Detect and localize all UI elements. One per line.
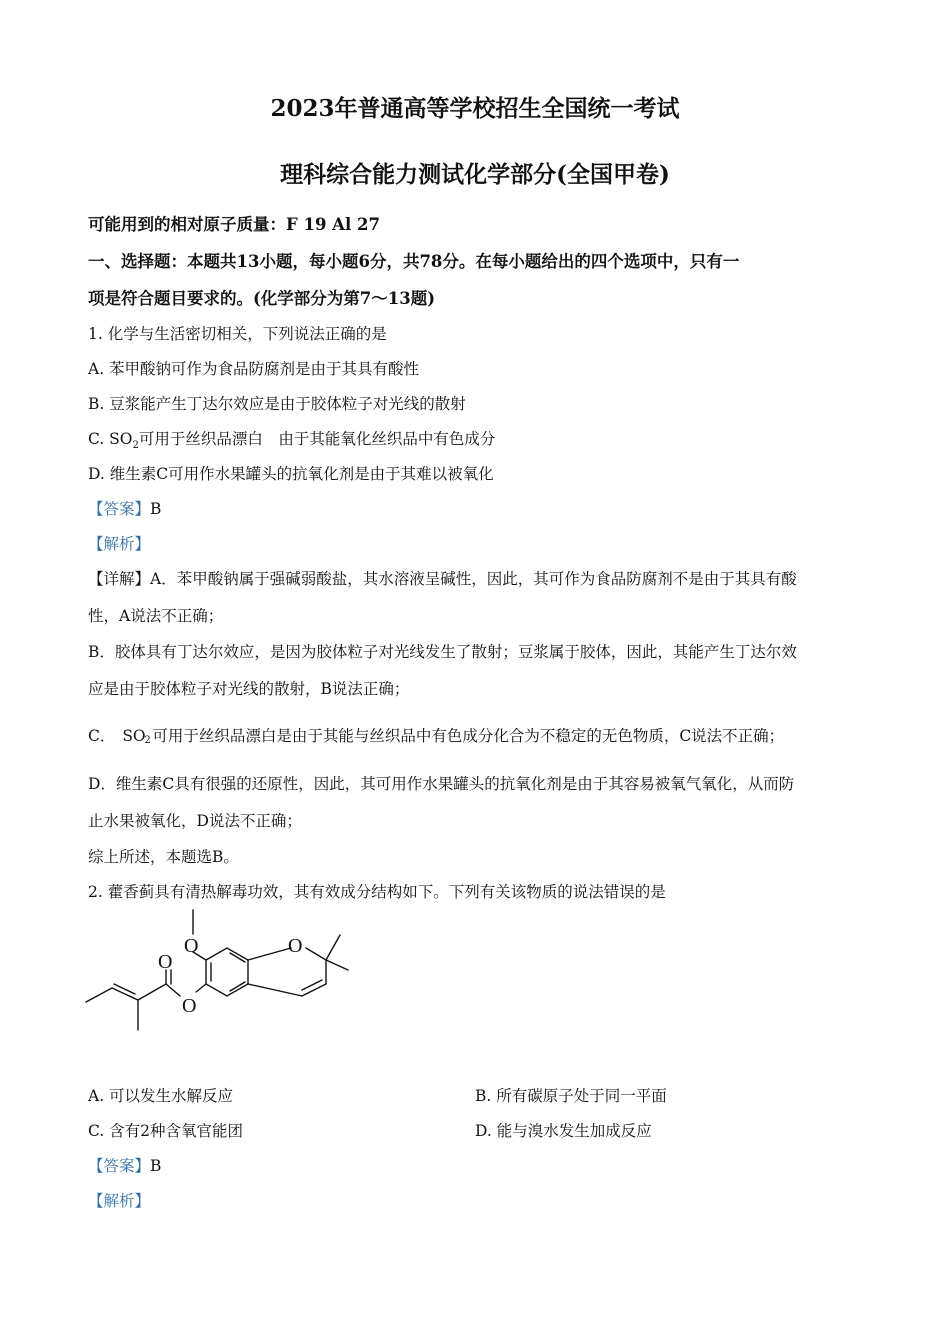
so2-subscript: 2 [144, 735, 151, 746]
bond-alkene-double [114, 984, 135, 994]
q2-analysis-tag: 【解析】 [88, 1192, 151, 1210]
bond-c3-c4-double [302, 980, 322, 990]
q2-option-b: B. 所有碳原子处于同一平面 [475, 1087, 667, 1105]
q1-detail-c [88, 724, 784, 746]
bond-ester-o-c [166, 984, 180, 996]
bond-o-c2 [306, 948, 326, 960]
q2-option-d: D. 能与溴水发生加成反应 [475, 1122, 652, 1140]
detail-c-prefix: C． [88, 727, 116, 745]
exam-title: 2023年普通高等学校招生全国统一考试 [270, 95, 680, 122]
atom-o-ester: O [182, 995, 197, 1017]
q1-option-c-subscript: 2 [132, 440, 139, 452]
q1-option-b: B. 豆浆能产生丁达尔效应是由于胶体粒子对光线的散射 [88, 395, 466, 413]
detail-c-text: 可用于丝织品漂白是由于其能与丝织品中有色成分化合为不稳定的无色物质，C说法不正确； [152, 727, 785, 745]
q1-option-c-prefix: C. SO [88, 430, 133, 448]
q1-answer [88, 497, 161, 519]
q1-detail-b-1: B．胶体具有丁达尔效应，是因为胶体粒子对光线发生了散射；豆浆属于胶体，因此，其能产生丁达尔效 [88, 643, 797, 661]
answer-tag: 【答案】 [88, 1157, 151, 1175]
bond-methyl-2 [326, 960, 348, 970]
q1-option-c [88, 427, 495, 451]
q1-option-c-text: 可用于丝织品漂白 由于其能氧化丝织品中有色成分 [138, 430, 496, 448]
bond-c-alpha [138, 984, 166, 1000]
bond-c4-ring [248, 984, 302, 996]
atom-o-carbonyl: O [158, 951, 173, 973]
q2-stem: 2. 藿香蓟具有清热解毒功效，其有效成分结构如下。下列有关该物质的说法错误的是 [88, 883, 666, 901]
bond-terminal-methyl [86, 988, 112, 1002]
answer-value: B [150, 1157, 162, 1175]
bond-ring-ester-o [196, 984, 206, 992]
q1-summary: 综上所述，本题选B。 [88, 848, 239, 866]
exam-subtitle: 理科综合能力测试化学部分(全国甲卷) [280, 161, 670, 188]
so2-symbol: SO [122, 727, 146, 745]
q1-detail-d-1: D．维生素C具有很强的还原性，因此，其可用作水果罐头的抗氧化剂是由于其容易被氧气氧化，从而防 [88, 775, 795, 793]
q1-detail-b-2: 应是由于胶体粒子对光线的散射，B说法正确； [88, 680, 410, 698]
q1-stem: 1. 化学与生活密切相关，下列说法正确的是 [88, 325, 387, 343]
q1-detail-d-2: 止水果被氧化，D说法不正确； [88, 812, 302, 830]
answer-tag: 【答案】 [88, 500, 151, 518]
q1-detail-a-2: 性，A说法不正确； [88, 607, 224, 625]
section-instructions-1: 一、选择题：本题共13小题，每小题6分，共78分。在每小题给出的四个选项中，只有一 [88, 252, 740, 271]
atom-o-methoxy: O [184, 935, 199, 957]
q2-answer [88, 1154, 161, 1176]
bond-methyl-1 [326, 935, 340, 960]
benzene-ring [206, 948, 248, 996]
atomic-mass-line: 可能用到的相对原子质量：F 19 Al 27 [88, 215, 380, 234]
q2-option-a: A. 可以发生水解反应 [88, 1087, 234, 1105]
q1-option-a: A. 苯甲酸钠可作为食品防腐剂是由于其具有酸性 [88, 360, 420, 378]
detail-a-text: A．苯甲酸钠属于强碱弱酸盐，其水溶液呈碱性，因此，其可作为食品防腐剂不是由于其具有酸 [150, 570, 797, 588]
q2-option-c: C. 含有2种含氧官能团 [88, 1122, 244, 1140]
bond-ring-o [248, 948, 291, 960]
answer-value: B [150, 500, 162, 518]
q1-option-d: D. 维生素C可用作水果罐头的抗氧化剂是由于其难以被氧化 [88, 465, 494, 483]
atom-o-ring: O [288, 935, 303, 957]
chemical-structure-diagram [80, 900, 370, 1040]
bond-c3-c4 [302, 984, 326, 996]
q1-detail-a-1 [88, 567, 797, 589]
detail-tag: 【详解】 [88, 570, 151, 588]
q1-analysis-tag: 【解析】 [88, 535, 151, 553]
section-instructions-2: 项是符合题目要求的。(化学部分为第7～13题) [88, 289, 436, 308]
